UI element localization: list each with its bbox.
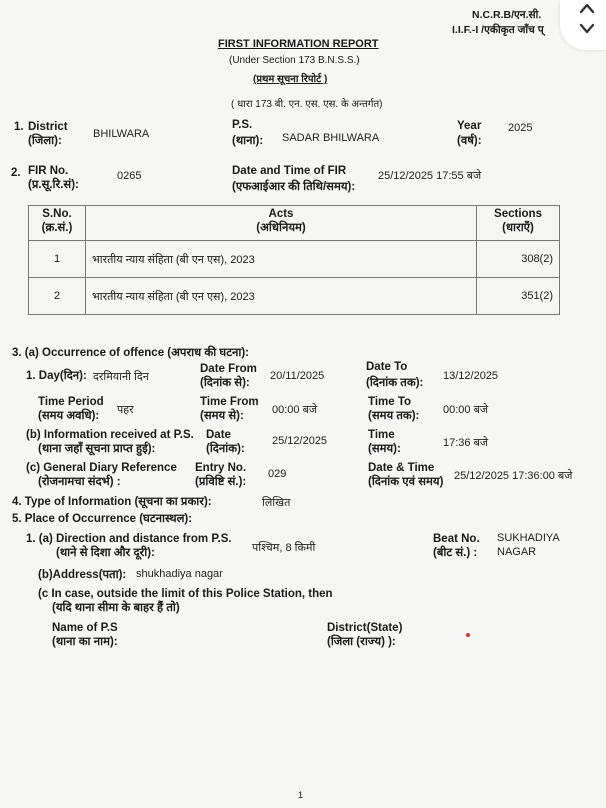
date-from-label: Date From [200,363,257,375]
address-value: shukhadiya nagar [136,568,223,580]
info-time-value: 17:36 बजे [443,437,489,449]
acts-table [28,205,560,315]
col-sno: S.No. (क्र.सं.) [29,206,86,241]
fir-datetime-label: Date and Time of FIR [232,165,347,177]
direction-label: 1. (a) Direction and distance from P.S. [26,533,232,545]
gd-datetime-label-hindi: (दिनांक एवं समय) [368,476,444,488]
col-acts: Acts (अधिनियम) [86,206,477,241]
time-period-value: पहर [117,404,134,416]
time-to-value: 00:00 बजे [443,404,489,416]
row-section: 351(2) [477,278,560,315]
table-row [29,241,560,278]
report-title-hindi: (प्रथम सूचना रिपोर्ट ) [253,74,328,85]
fir-label-hindi: (प्र.सू.रि.सं): [28,179,79,191]
red-dot-mark [466,633,470,637]
fir-value: 0265 [117,170,142,182]
day-label: 1. Day(दिन): [26,370,87,382]
info-time-label: Time [368,429,395,441]
time-period-label-hindi: (समय अवधि): [38,410,100,422]
district-state-label: District(State) [327,622,403,634]
ps-value: SADAR BHILWARA [282,132,380,144]
district-label-hindi: (जिला): [28,135,62,147]
section-hindi: ( धारा 173 बी. एन. एस. एस. के अन्तर्गत) [231,99,383,110]
row-act: भारतीय न्याय संहिता (बी एन एस), 2023 [86,241,477,278]
outside-limit-label: (c In case, outside the limit of this Police Station, then [38,588,333,600]
info-date-label: Date [206,429,231,441]
outside-limit-label-hindi: (यदि थाना सीमा के बाहर हैं तो) [52,602,180,614]
year-label: Year [457,120,482,132]
time-from-label-hindi: (समय से): [200,410,244,422]
district-label: District [28,121,68,133]
under-section: (Under Section 173 B.N.S.S.) [229,55,360,66]
info-date-value: 25/12/2025 [272,435,328,447]
col-sections: Sections (धाराएँ) [477,206,560,241]
fir-datetime-value: 25/12/2025 17:55 बजे [378,170,482,182]
acts-table-header [29,206,560,241]
info-type-label: 4. Type of Information (सूचना का प्रकार): [12,496,212,508]
gd-reference-label: (c) General Diary Reference [26,462,177,474]
year-label-hindi: (वर्ष): [457,135,482,147]
ps-name-label: Name of P.S [52,622,118,634]
beat-label-hindi: (बीट सं.) : [433,547,478,559]
district-value: BHILWARA [93,128,150,140]
date-to-label: Date To [366,361,408,373]
date-to-label-hindi: (दिनांक तक): [366,377,424,389]
entry-no-label-hindi: (प्रविष्टि सं.): [195,476,247,488]
row-sno: 1 [29,241,86,278]
row-act: भारतीय न्याय संहिता (बी एन एस), 2023 [86,278,477,315]
direction-label-hindi: (थाने से दिशा और दूरी): [56,547,155,559]
gd-datetime-label: Date & Time [368,462,435,474]
beat-value-line1: SUKHADIYA [497,532,560,544]
info-time-label-hindi: (समय): [368,443,401,455]
beat-label: Beat No. [433,533,480,545]
info-received-label: (b) Information received at P.S. [26,429,194,441]
time-from-value: 00:00 बजे [272,404,318,416]
district-state-label-hindi: (जिला (राज्य) ): [327,636,396,648]
page-number: 1 [298,790,304,800]
info-received-label-hindi: (थाना जहाँ सूचना प्राप्त हुई): [38,443,156,455]
chevron-up-icon[interactable] [578,1,596,15]
iif-label: I.I.F.-I /एकीकृत जाँच प् [452,24,544,36]
place-label: 5. Place of Occurrence (घटनास्थल): [12,513,193,525]
direction-value: पश्चिम, 8 किमी [252,542,316,554]
entry-no-label: Entry No. [195,462,247,474]
beat-value-line2: NAGAR [497,546,537,558]
gd-datetime-value: 25/12/2025 17:36:00 बजे [454,470,573,482]
entry-no-value: 029 [268,468,287,480]
year-value: 2025 [508,122,533,134]
ps-name-label-hindi: (थाना का नाम): [52,636,118,648]
info-type-value: लिखित [262,497,291,509]
gd-reference-label-hindi: (रोजनामचा संदर्भ) : [38,476,121,488]
table-row [29,278,560,315]
page-nav-control[interactable] [560,0,606,50]
address-label: (b)Address(पता): [38,569,127,581]
occurrence-title: 3. (a) Occurrence of offence (अपराध की घटना): [12,347,250,359]
fir-datetime-label-hindi: (एफआईआर की तिथि/समय): [232,181,356,193]
ps-label: P.S. [232,119,253,131]
date-to-value: 13/12/2025 [443,370,499,382]
row-section: 308(2) [477,241,560,278]
info-date-label-hindi: (दिनांक): [206,443,245,455]
date-from-value: 20/11/2025 [270,370,325,382]
time-period-label: Time Period [38,396,104,408]
day-value: दरमियानी दिन [93,371,149,383]
date-from-label-hindi: (दिनांक से): [200,377,250,389]
chevron-down-icon[interactable] [578,22,596,36]
time-to-label: Time To [368,396,412,408]
row-sno: 2 [29,278,86,315]
ps-label-hindi: (थाना): [232,135,264,147]
time-to-label-hindi: (समय तक): [368,410,420,422]
fir-label: FIR No. [28,165,69,177]
report-title: FIRST INFORMATION REPORT [218,38,379,50]
time-from-label: Time From [200,396,259,408]
ncrb-label: N.C.R.B/एन.सी. [472,9,542,21]
field1-number: 1. [14,121,24,133]
field2-number: 2. [11,167,21,179]
